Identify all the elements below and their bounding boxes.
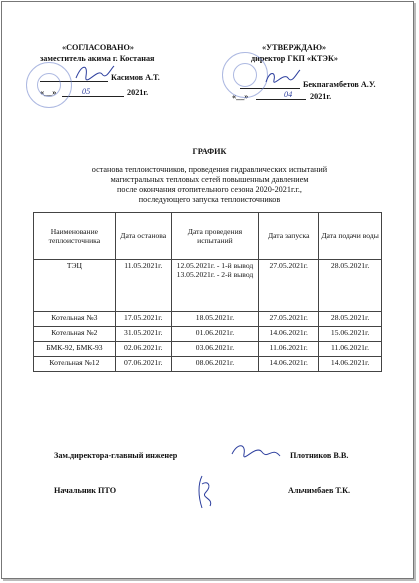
table-row (34, 342, 382, 357)
cell-source: ТЭЦ (34, 260, 116, 312)
header-supply-date: Дата подачи воды (319, 213, 382, 260)
approval-left-position: заместитель акима г. Костаная (40, 54, 155, 63)
cell-source: Котельная №2 (34, 327, 116, 342)
cell-source: Котельная №12 (34, 357, 116, 372)
cell-stop-date: 17.05.2021г. (115, 312, 171, 327)
cell-start-date: 27.05.2021г. (259, 260, 319, 312)
header-start-date: Дата запуска (259, 213, 319, 260)
cell-test-date: 12.05.2021г. - 1-й вывод 13.05.2021г. - 2-й вывод (171, 260, 259, 312)
cell-start-date: 14.06.2021г. (259, 357, 319, 372)
cell-source: Котельная №3 (34, 312, 116, 327)
document-title: ГРАФИК (192, 147, 227, 156)
approval-left-title: «СОГЛАСОВАНО» (62, 43, 134, 52)
header-source: Наименование теплоисточника (34, 213, 116, 260)
cell-test-date: 03.06.2021г. (171, 342, 259, 357)
approval-left-name: Касимов А.Т. (111, 73, 160, 82)
heading-line-1: останова теплоисточников, проведения гидравлических испытаний (91, 165, 328, 174)
cell-supply-date: 15.06.2021г. (319, 327, 382, 342)
table-header-row (34, 213, 382, 260)
cell-supply-date: 11.06.2021г. (319, 342, 382, 357)
approval-left-signature-icon (72, 60, 116, 84)
cell-start-date: 14.06.2021г. (259, 327, 319, 342)
cell-stop-date: 07.06.2021г. (115, 357, 171, 372)
signature-pto-name: Альчимбаев Т.К. (288, 486, 351, 495)
cell-source: БМК-92, БМК-93 (34, 342, 116, 357)
signature-chief-engineer-name: Плотников В.В. (290, 451, 349, 460)
signature-chief-engineer-icon (228, 440, 284, 464)
approval-right-date-month: 04 (284, 90, 293, 99)
approval-right-position: директор ГКП «КТЭК» (251, 54, 339, 63)
header-test-date: Дата проведения испытаний (171, 213, 259, 260)
cell-test-date: 08.06.2021г. (171, 357, 259, 372)
schedule-table (33, 212, 382, 372)
approval-right-title: «УТВЕРЖДАЮ» (262, 43, 327, 52)
approval-left-date-line (62, 96, 124, 97)
approval-left-stamp-icon (26, 62, 72, 108)
table-row (34, 357, 382, 372)
approval-right-date-year: 2021г. (310, 92, 332, 101)
signature-chief-engineer-position: Зам.директора-главный инженер (54, 451, 178, 460)
cell-stop-date: 31.05.2021г. (115, 327, 171, 342)
cell-test-date: 01.06.2021г. (171, 327, 259, 342)
heading-line-3: после окончания отопительного сезона 2020-2021г.г., (117, 185, 302, 194)
cell-stop-date: 02.06.2021г. (115, 342, 171, 357)
signature-pto-icon (192, 472, 222, 512)
cell-supply-date: 28.05.2021г. (319, 312, 382, 327)
cell-test-date: 18.05.2021г. (171, 312, 259, 327)
cell-start-date: 27.05.2021г. (259, 312, 319, 327)
approval-left-date-year: 2021г. (127, 88, 149, 97)
table-row (34, 327, 382, 342)
approval-right-name: Бекпагамбетов А.У. (303, 80, 376, 89)
approval-right-date-line (256, 99, 306, 100)
cell-supply-date: 28.05.2021г. (319, 260, 382, 312)
cell-stop-date: 11.05.2021г. (115, 260, 171, 312)
table-row (34, 260, 382, 312)
header-stop-date: Дата останова (115, 213, 171, 260)
heading-line-4: последующего запуска теплоисточников (138, 195, 281, 204)
table-row (34, 312, 382, 327)
cell-supply-date: 14.06.2021г. (319, 357, 382, 372)
signature-pto-position: Начальник ПТО (54, 486, 117, 495)
approval-left-date-day: «__» (40, 88, 57, 97)
approval-right-date-day: «__» (232, 92, 249, 101)
approval-right-signature-icon (262, 66, 302, 88)
cell-start-date: 11.06.2021г. (259, 342, 319, 357)
approval-left-date-month: 05 (82, 87, 91, 96)
heading-line-2: магистральных тепловых сетей повышенным давлением (110, 175, 309, 184)
